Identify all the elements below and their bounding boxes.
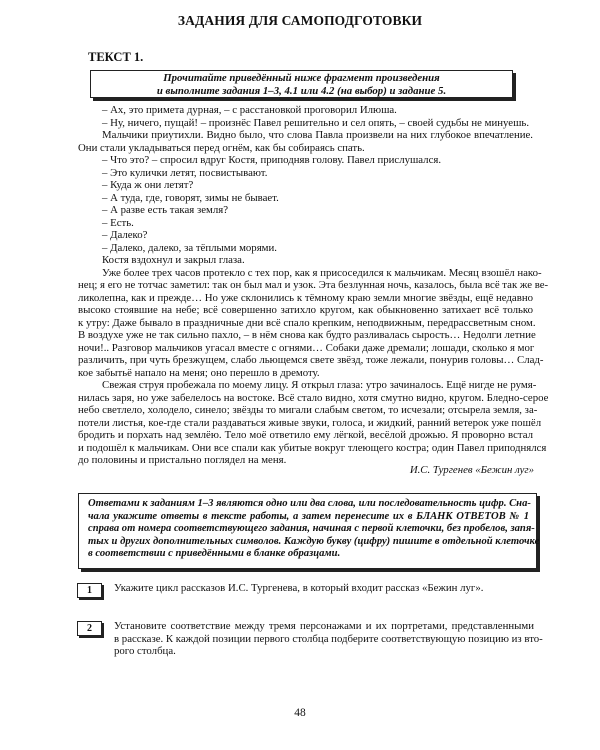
excerpt-line: бродить и порхать над землёю. Тело моё ответило ему лёгкой, весёлой дрожью. Я проворно встал: [78, 429, 533, 441]
answer-rules-line: чала укажите ответы в тексте работы, а затем перенесите их в БЛАНК ОТВЕТОВ № 1: [88, 510, 529, 522]
excerpt-line: – Далеко?: [102, 229, 148, 241]
excerpt-line: – Куда ж они летят?: [102, 179, 194, 191]
excerpt-line: – Ах, это примета дурная, – с расстановкой проговорил Илюша.: [102, 104, 397, 116]
excerpt-line: – А туда, где, говорят, зимы не бывает.: [102, 191, 279, 204]
page-header: ЗАДАНИЯ ДЛЯ САМОПОДГОТОВКИ: [177, 13, 423, 28]
task-line: Укажите цикл рассказов И.С. Тургенева, в который входит рассказ «Бежин луг».: [114, 582, 484, 594]
excerpt-line: – Это кулички летят, посвистывают.: [102, 166, 268, 179]
excerpt-line: – Что это? – спросил вдруг Костя, приподняв голову. Павел прислушался.: [102, 154, 442, 166]
excerpt-line: Мальчики приутихли. Видно было, что слова Павла произвели на них глубокое впечатление.: [102, 129, 533, 141]
instruction-line: и выполните задания 1–3, 4.1 или 4.2 (на выбор) и задание 5.: [156, 84, 447, 97]
answer-rules-line: в соответствии с приведёнными в бланке образцами.: [88, 548, 341, 559]
answer-rules-line: Ответами к заданиям 1–3 являются одно или два слова, или последовательность цифр. Сна-: [88, 498, 531, 509]
task-line: Установите соответствие между тремя персонажами и их портретами, представленными: [114, 620, 534, 632]
excerpt-line: – Далеко, далеко, за тёплыми морями.: [102, 241, 277, 254]
page-number: 48: [294, 707, 306, 719]
excerpt-line: небо светлело, холодело, синело; звёзды то мигали слабым светом, то исчезали; отсырела земля, за-: [78, 404, 538, 416]
excerpt-line: ликолепна, как и прежде… Но уже склонились к тёмному краю земли многие звёзды, ещё недавно: [78, 291, 533, 304]
excerpt-line: Костя вздохнул и закрыл глаза.: [102, 254, 245, 266]
excerpt-line: нец; я его не тотчас заметил: так он был мал и узок. Эта безлунная ночь, казалось, была всё так же ве-: [78, 279, 549, 291]
excerpt-line: различить, при чуть брезжущем, слабо льющемся свете звёзд, тоже лежали, понурив головы… Слад-: [78, 354, 544, 366]
excerpt-line: Они стали укладываться перед огнём, как бы собираясь спать.: [78, 141, 365, 154]
instruction-line: Прочитайте приведённый ниже фрагмент произведения: [163, 72, 440, 84]
excerpt-line: – Есть.: [102, 216, 134, 229]
excerpt-line: В воздухе уже не так сильно пахло, – в нём снова как будто разливалась сырость… Недолги летние: [78, 329, 536, 341]
excerpt-line: кое забытьё напало на меня; оно перешло в дремоту.: [78, 366, 320, 379]
excerpt-line: и подошёл к мальчикам. Они все спали как убитые вокруг тлеющего костра; один Павел приподнялся: [78, 441, 547, 454]
task-2-text: [114, 620, 543, 658]
answer-rules-box: [78, 493, 540, 569]
task-number-2: 2: [77, 621, 102, 636]
answer-rules-line: тых и других дополнительных символов. Каждую букву (цифру) пишите в отдельной клеточке: [88, 535, 540, 547]
section-title: ТЕКСТ 1.: [88, 50, 144, 64]
excerpt-line: до половины и пристально поглядел на меня.: [78, 454, 287, 466]
excerpt-line: высоко стоявшие на небе; всё совершенно затихло кругом, как обыкновенно затихает всё только: [78, 304, 533, 316]
task-line: рого столбца.: [114, 645, 176, 657]
task-1-text: [114, 582, 534, 595]
excerpt-line: нилась заря, но уже забелелось на востоке. Всё стало видно, хотя смутно видно, кругом. Бледно-серое: [78, 391, 549, 404]
excerpt-line: к утру: Даже бывало в праздничные дни всё спало крепким, неподвижным, передрассветным сном.: [78, 316, 536, 329]
excerpt-line: – Ну, ничего, пущай! – произнёс Павел решительно и сел опять, – своей судьбы не минуешь.: [102, 116, 530, 129]
excerpt-line: Свежая струя пробежала по моему лицу. Я открыл глаза: утро зачиналось. Ещё нигде не румя-: [102, 379, 537, 391]
author-attribution: И.С. Тургенев «Бежин луг»: [409, 464, 534, 476]
excerpt-line: ночи!.. Разговор мальчиков угасал вместе с огнями… Собаки даже дремали; лошади, сколько я мог: [78, 341, 535, 354]
instruction-box: [90, 70, 513, 98]
task-number-1: 1: [77, 583, 102, 598]
literary-excerpt: [78, 104, 549, 467]
excerpt-line: Уже более трех часов протекло с тех пор, как я присоседился к мальчикам. Месяц взошёл нако-: [102, 266, 542, 279]
task-line: в рассказе. К каждой позиции первого столбца подберите соответствующую позицию из вто-: [114, 632, 543, 645]
excerpt-line: – А разве есть такая земля?: [102, 204, 228, 216]
answer-rules-line: справа от номера соответствующего задания, начиная с первой клеточки, без пробелов, запя-: [88, 523, 535, 534]
excerpt-line: потели листья, кое-где стали раздаваться живые звуки, голоса, и жидкий, ранний ветерок уже пошёл: [78, 416, 542, 429]
